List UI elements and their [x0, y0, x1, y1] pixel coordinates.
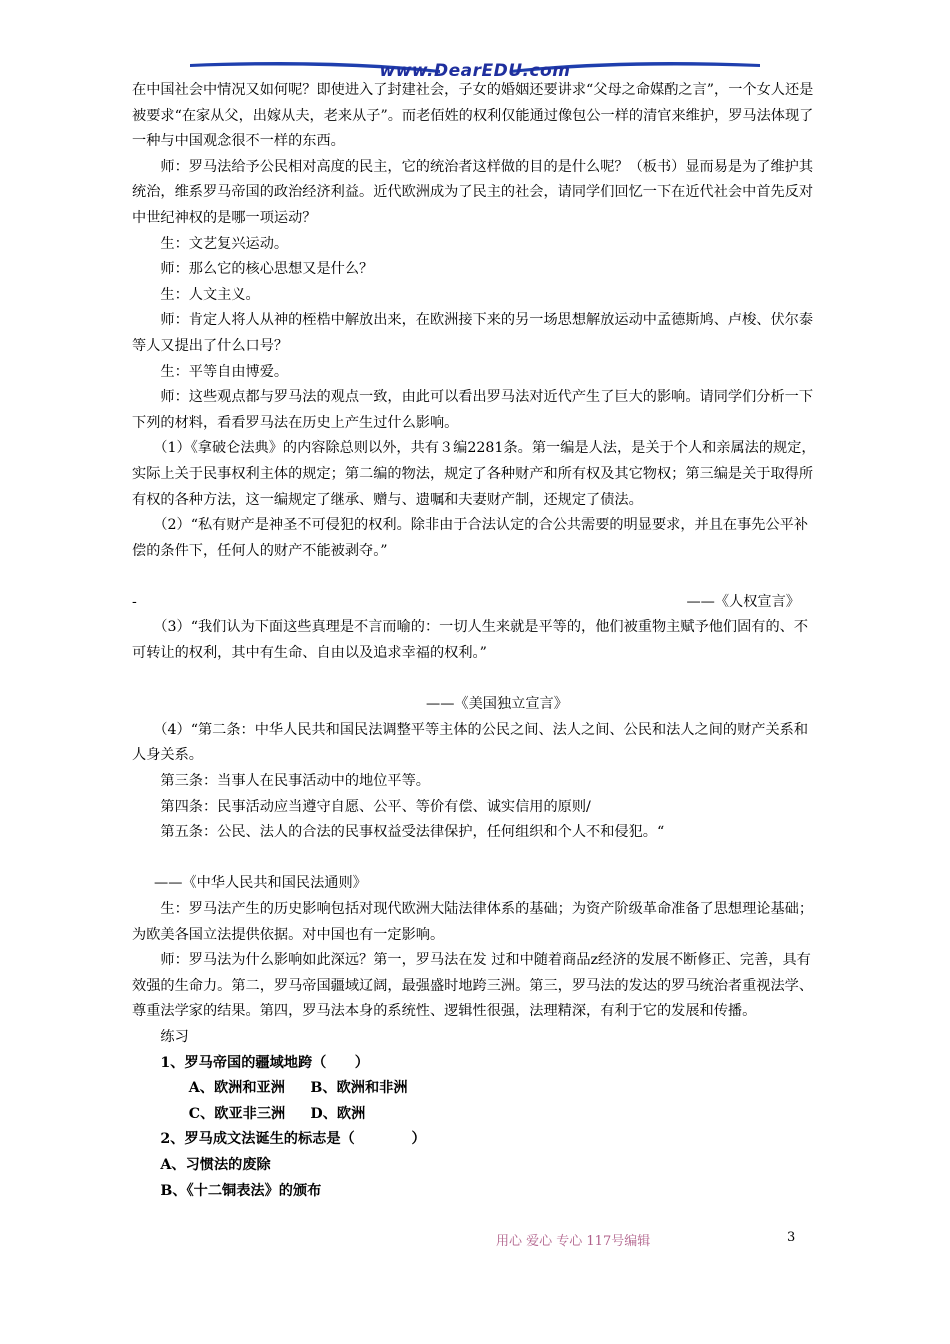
paragraph: 师：罗马法为什么影响如此深远？第一，罗马法在发 过和中随着商品z经济的发展不断修正、完善，具有效强的生命力。第二，罗马帝国疆域辽阔，最强盛时地跨三洲。第三，罗马法的发达的罗马统治者重视法学、尊重法学家的结果。第四，罗马法本身的系统性、逻辑性很强，法理精深，有利于它的发展和传播。	[132, 952, 814, 1020]
paragraph: （2）“私有财产是神圣不可侵犯的权利。除非由于合法认定的合公共需要的明显要求，并且在事先公平补偿的条件下，任何人的财产不能被剥夺。”	[132, 517, 809, 559]
option-a: A、欧洲和亚洲	[188, 1080, 285, 1097]
paragraph: 第五条：公民、法人的合法的民事权益受法律保护，任何组织和个人不和侵犯。“	[160, 824, 665, 841]
paragraph: 师：肯定人将人从神的桎梏中解放出来，在欧洲接下来的另一场思想解放运动中孟德斯鸠、卢梭、伏尔泰等人又提出了什么口号？	[132, 312, 814, 354]
exercise-question: 1、罗马帝国的疆域地跨（ ）	[160, 1054, 369, 1071]
source-citation: ——《人权宣言》	[686, 593, 800, 610]
paragraph: 第三条：当事人在民事活动中的地位平等。	[160, 773, 430, 790]
paragraph: 第四条：民事活动应当遵守自愿、公平、等价有偿、诚实信用的原则/	[160, 798, 591, 815]
paragraph: 师：那么它的核心思想又是什么？	[160, 261, 374, 278]
option-a: A、习惯法的废除	[160, 1156, 271, 1173]
footer-text: 用心 爱心 专心 117号编辑	[496, 1234, 651, 1249]
paragraph: 师：罗马法给予公民相对高度的民主，它的统治者这样做的目的是什么呢？（板书）显而易是为了维护其统治，维系罗马帝国的政治经济利益。近代欧洲成为了民主的社会，请同学们回忆一下在近代社会中首先反对中世纪神权的是哪一项运动？	[132, 158, 814, 226]
site-logo-text[interactable]: www.DearEDU.com	[379, 61, 571, 81]
source-citation: ——《美国独立宣言》	[426, 696, 568, 713]
page-number: 3	[787, 1230, 796, 1245]
exercise-options	[132, 1102, 822, 1128]
paragraph: （4）“第二条：中华人民共和国民法调整平等主体的公民之间、法人之间、公民和法人之间的财产关系和人身关系。	[132, 721, 809, 764]
option-c: C、欧亚非三洲	[188, 1105, 286, 1122]
source-citation: ——《中华人民共和国民法通则》	[154, 875, 367, 892]
paragraph: 生：人文主义。	[160, 286, 260, 303]
option-b: B、《十二铜表法》的颁布	[160, 1182, 322, 1199]
document-body	[132, 78, 822, 1204]
exercise-question: 2、罗马成文法诞生的标志是（ ）	[160, 1131, 426, 1148]
option-d: D、欧洲	[310, 1105, 366, 1122]
paragraph: 生：平等自由博爱。	[160, 363, 289, 380]
source-dash: -	[132, 593, 137, 610]
paragraph: （3）“我们认为下面这些真理是不言而喻的：一切人生来就是平等的，他们被重物主赋予他们固有的、不可转让的权利，其中有生命、自由以及追求幸福的权利。”	[132, 619, 809, 662]
exercise-heading: 练习	[160, 1028, 189, 1045]
option-b: B、欧洲和非洲	[310, 1080, 408, 1097]
paragraph: 师：这些观点都与罗马法的观点一致，由此可以看出罗马法对近代产生了巨大的影响。请同学们分析一下下列的材料，看看罗马法在历史上产生过什么影响。	[132, 389, 814, 431]
paragraph: 在中国社会中情况又如何呢？即使进入了封建社会，子女的婚姻还要讲求“父母之命媒酌之言”，一个女人还是被要求“在家从父，出嫁从夫，老来从子”。而老佰姓的权利仅能通过像包公一样的清官来维护，罗马法体现了一种与中国观念很不一样的东西。	[132, 82, 814, 150]
paragraph: （1）《拿破仑法典》的内容除总则以外，共有３编2281条。第一编是人法，是关于个人和亲属法的规定，实际上关于民事权利主体的规定；第二编的物法，规定了各种财产和所有权及其它物权；第三编是关于取得所有权的各种方法，这一编规定了继承、赠与、遗嘱和夫妻财产制，还规定了债法。	[132, 440, 816, 508]
source-line	[132, 590, 822, 616]
paragraph: 生：罗马法产生的历史影响包括对现代欧洲大陆法律体系的基础；为资产阶级革命准备了思想理论基础；为欧美各国立法提供依据。对中国也有一定影响。	[132, 901, 814, 943]
exercise-options	[132, 1076, 822, 1102]
paragraph: 生：文艺复兴运动。	[160, 235, 289, 252]
